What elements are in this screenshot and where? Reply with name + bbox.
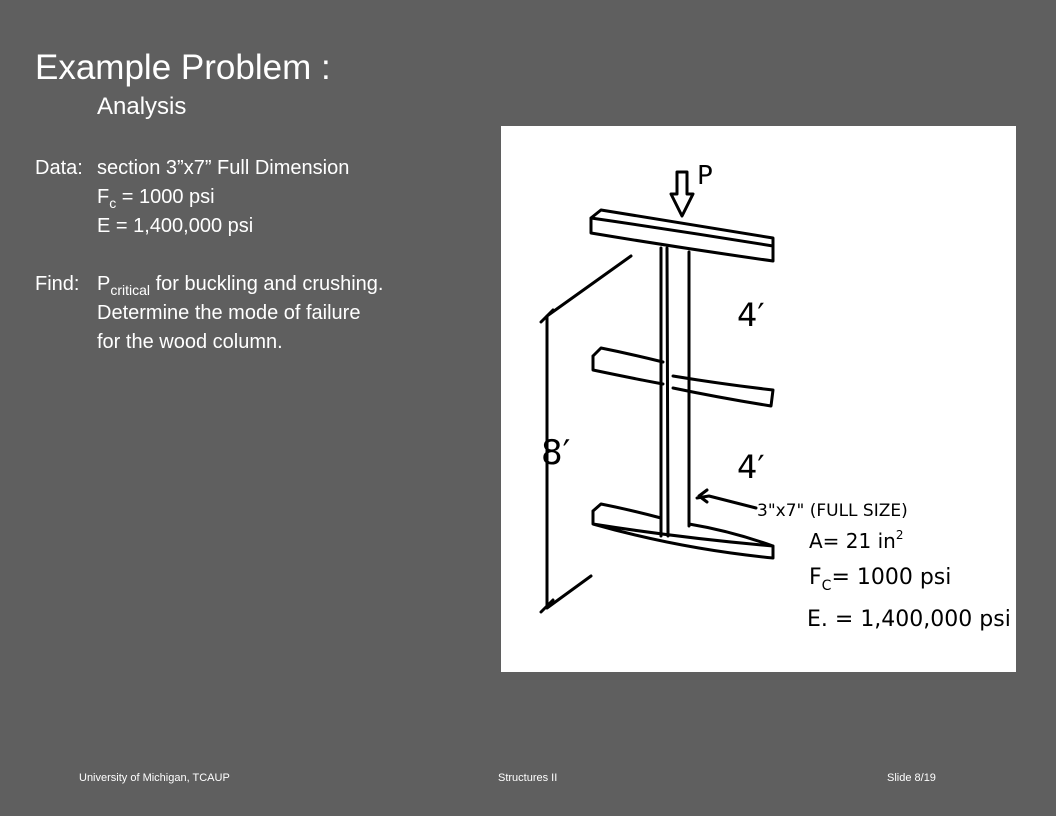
sketch-fc-value: = 1000 psi xyxy=(831,565,952,590)
sketch-fc-label: $F_C= 1000$ psi xyxy=(809,565,952,594)
sketch-e-label: E. = 1,400,000 psi xyxy=(807,607,1011,632)
area-exponent: 2 xyxy=(895,528,904,542)
find-line-2: Determine the mode of failure xyxy=(97,302,361,324)
footer-course: Structures II xyxy=(498,772,558,784)
total-length-label: 8′ xyxy=(541,433,571,473)
upper-span-label: 4′ xyxy=(737,296,765,334)
load-arrow-icon xyxy=(671,172,693,216)
section-leader xyxy=(697,490,756,508)
find-line-3: for the wood column. xyxy=(97,331,283,353)
bottom-floor-beam xyxy=(593,504,773,558)
p-text: for buckling and crushing. xyxy=(150,273,384,295)
column-sketch xyxy=(501,126,1016,672)
section-note: 3"x7" (FULL SIZE) xyxy=(757,501,908,521)
sketch-fc-sub: C xyxy=(821,578,832,594)
fc-subscript: c xyxy=(109,195,117,211)
column xyxy=(661,248,689,536)
p-symbol: P xyxy=(97,273,111,295)
slide-title: Example Problem : xyxy=(35,48,331,87)
find-p-line xyxy=(97,272,383,296)
footer-institution: University of Michigan, TCAUP xyxy=(79,772,230,784)
column-sketch-panel xyxy=(501,126,1016,672)
data-e-line: E = 1,400,000 psi xyxy=(97,215,254,237)
data-fc-line xyxy=(97,185,215,209)
footer-slide-number: Slide 8/19 xyxy=(887,772,936,784)
area-label: A= 21 $in^2$ xyxy=(809,528,904,553)
middle-floor-beam xyxy=(593,348,773,406)
lower-span-label: 4′ xyxy=(737,448,765,486)
find-label: Find: xyxy=(35,273,80,295)
p-subscript: critical xyxy=(110,282,151,298)
top-floor-beam xyxy=(591,210,773,261)
fc-symbol: F xyxy=(97,186,110,208)
fc-value: = 1000 psi xyxy=(116,186,215,208)
data-section-text: section 3”x7” Full Dimension xyxy=(97,157,350,179)
data-label: Data: xyxy=(35,157,83,179)
load-label: P xyxy=(697,161,713,191)
slide-subtitle: Analysis xyxy=(97,93,187,120)
